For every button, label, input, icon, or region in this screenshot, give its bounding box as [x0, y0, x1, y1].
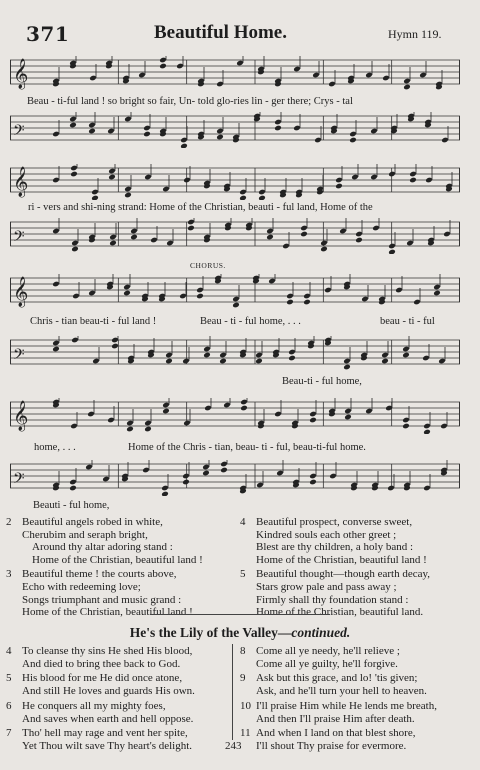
lily-left-column [6, 645, 234, 755]
verse-number: 10 [240, 699, 251, 712]
verse-line: Around thy altar adoring stand : [32, 541, 173, 554]
verse-line: I'll praise Him while He lends me breath, [256, 699, 437, 712]
music-staff-1-treble [10, 56, 460, 92]
verse-number: 7 [6, 727, 12, 740]
verse-number: 3 [6, 568, 12, 581]
verse-line: And then I'll praise Him after death. [256, 712, 415, 725]
verse-line: His blood for me He did once atone, [22, 672, 183, 685]
section-title-suffix: continued. [291, 625, 351, 640]
verse-line: Come all ye needy, he'll relieve ; [256, 645, 400, 657]
music-staff-4-bass [10, 460, 460, 496]
verse-line: Ask, and he'll turn your hell to heaven. [256, 685, 427, 698]
column-rule [232, 644, 233, 740]
verse-line: And when I land on that blest shore, [256, 727, 416, 740]
verse-line: And still He loves and guards His own. [22, 685, 195, 698]
verse-line: Kindred souls each other greet ; [256, 528, 397, 541]
verse-line: Yet Thou wilt save Thy heart's delight. [22, 739, 193, 752]
section-title [0, 625, 480, 641]
verse-line: Beautiful prospect, converse sweet, [256, 516, 413, 528]
music-staff-2-treble [10, 164, 460, 200]
verse-number: 8 [240, 645, 246, 657]
verse-number: 5 [6, 672, 12, 685]
svg-text:𝄞: 𝄞 [13, 59, 29, 89]
verse-line: Echo with redeeming love; [22, 580, 141, 593]
verse-line: Firmly shall thy foundation stand : [256, 593, 409, 606]
hymn-number: 371 [26, 22, 70, 46]
lyric-line-4b: Home of the Chris - tian, beau- ti - ful, beau-ti-ful home. [128, 442, 366, 453]
lyric-line-4a: home, . . . [34, 442, 76, 453]
lily-verse-11 [240, 727, 468, 752]
music-staff-3-treble [10, 274, 460, 310]
hymn-header [0, 22, 480, 50]
verse-number: 4 [240, 516, 246, 528]
verse-line: Tho' hell may rage and vent her spite, [22, 727, 188, 740]
hymn-reference: Hymn 119. [388, 27, 442, 41]
verse-3 [6, 568, 234, 618]
verse-4 [240, 516, 468, 566]
svg-text:𝄞: 𝄞 [13, 401, 29, 431]
lyric-line-3d: Beau-ti - ful home, [282, 376, 362, 387]
lily-verse-8 [240, 645, 468, 670]
verse-line: And saves when earth and hell oppose. [22, 712, 194, 725]
verse-number: 11 [240, 727, 251, 740]
section-title-main: He's the Lily of the Valley— [129, 625, 292, 640]
lyric-line-4c: Beauti - ful home, [33, 500, 110, 511]
svg-text:𝄞: 𝄞 [13, 277, 29, 307]
svg-text:𝄢: 𝄢 [13, 470, 25, 491]
lyric-line-3b: Beau - ti - ful home, . . . [200, 316, 301, 327]
svg-text:𝄢: 𝄢 [13, 228, 25, 249]
verse-line: And died to bring thee back to God. [22, 657, 181, 670]
verse-line: I'll shout Thy praise for evermore. [256, 739, 407, 752]
music-staff-1-bass [10, 112, 460, 148]
verse-5 [240, 568, 468, 618]
lyric-line-1: Beau - ti-ful land ! so bright so fair, Un- told glo-ries lin - ger there; Crys - tal [27, 96, 353, 107]
verse-number: 9 [240, 672, 246, 685]
svg-text:𝄞: 𝄞 [13, 167, 29, 197]
music-staff-2-bass [10, 218, 460, 254]
verse-line: Cherubim and seraph bright, [22, 528, 148, 541]
verses-right-column [240, 516, 468, 621]
verse-line: Come all ye guilty, he'll forgive. [256, 657, 398, 670]
verse-line: Home of the Christian, beautiful land ! [32, 553, 203, 566]
verse-line: Stars grow pale and pass away ; [256, 580, 397, 593]
verse-line: Home of the Christian, beautiful land ! [22, 606, 193, 619]
verse-line: He conquers all my mighty foes, [22, 699, 166, 712]
verse-number: 2 [6, 516, 12, 528]
verse-line: Ask but this grace, and lo! 'tis given; [256, 672, 418, 685]
verse-number: 4 [6, 645, 12, 657]
page-number: 243 [225, 740, 242, 752]
lyric-line-3a: Chris - tian beau-ti - ful land ! [30, 316, 157, 327]
lily-right-column [240, 645, 468, 755]
verse-line: Home of the Christian, beautiful land ! [256, 553, 427, 566]
svg-text:𝄢: 𝄢 [13, 346, 25, 367]
music-staff-4-treble [10, 398, 460, 434]
chorus-label: CHORUS. [190, 261, 226, 270]
verse-line: Beautiful theme ! the courts above, [22, 568, 177, 581]
music-staff-3-bass [10, 336, 460, 372]
verse-line: Home of the Christian, beautiful land. [256, 606, 424, 619]
verse-line: Beautiful thought—though earth decay, [256, 568, 431, 581]
verse-number: 5 [240, 568, 246, 581]
verse-2 [6, 516, 234, 566]
lyric-line-2: ri - vers and shi-ning strand: Home of the Christian, beauti - ful land, Home of the [28, 202, 373, 213]
lily-verse-5 [6, 672, 234, 697]
svg-text:𝄢: 𝄢 [13, 122, 25, 143]
lily-verse-4 [6, 645, 234, 670]
lily-verse-6 [6, 700, 234, 725]
verses-left-column [6, 516, 234, 621]
section-divider [150, 614, 330, 615]
verse-line: Songs triumphant and music grand : [22, 593, 182, 606]
lyric-line-3c: beau - ti - ful [380, 316, 435, 327]
lily-verse-9 [240, 672, 468, 697]
verse-line: To cleanse thy sins He shed His blood, [22, 645, 193, 657]
verse-line: Beautiful angels robed in white, [22, 516, 163, 528]
hymn-title: Beautiful Home. [154, 22, 287, 43]
verse-number: 6 [6, 699, 12, 712]
lily-verse-10 [240, 700, 468, 725]
verse-line: Blest are thy children, a holy band : [256, 541, 414, 554]
lily-verse-7 [6, 727, 234, 752]
